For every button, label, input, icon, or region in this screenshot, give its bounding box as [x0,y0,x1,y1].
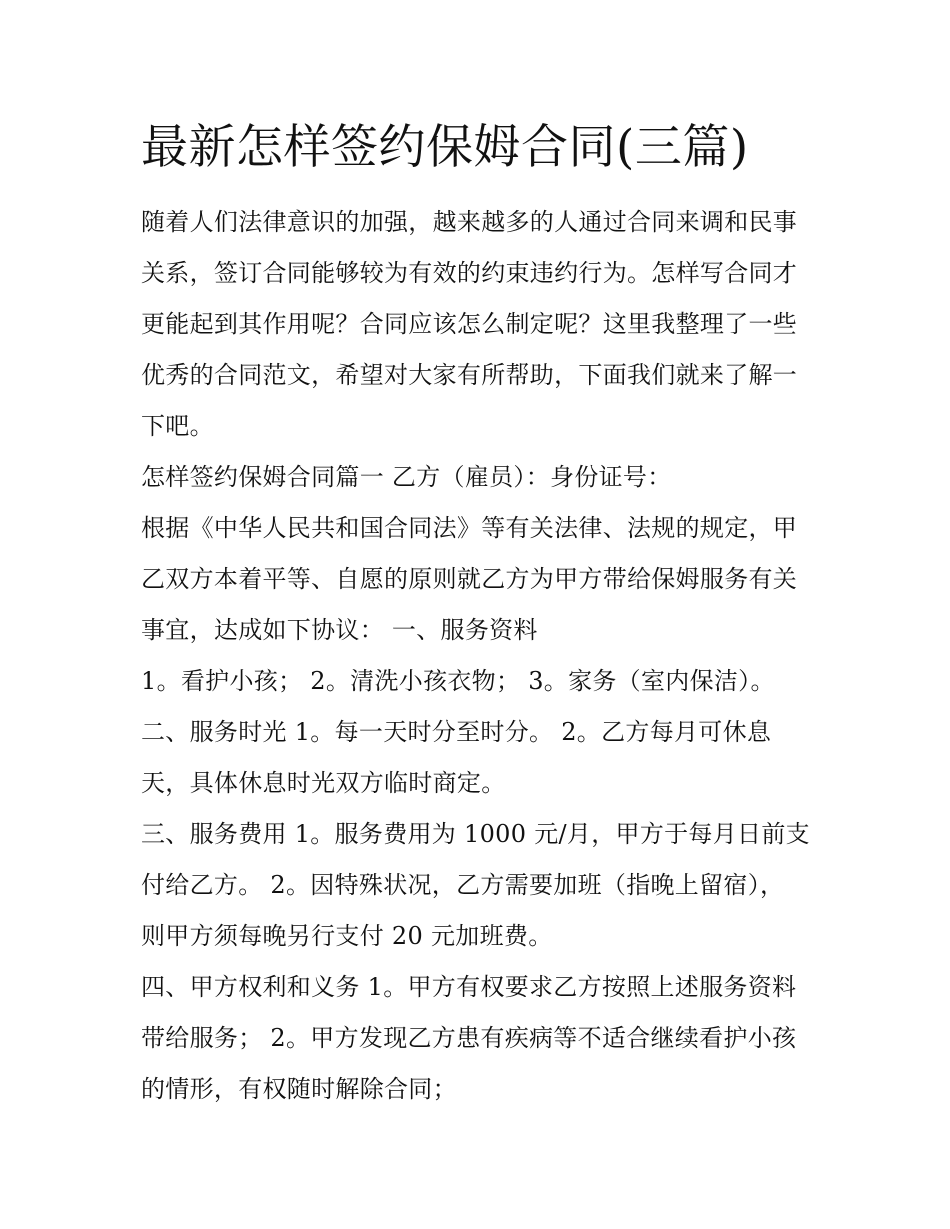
body-line: 事宜，达成如下协议： 一、服务资料 [141,616,538,644]
body-line: 二、服务时光 1。每一天时分至时分。 2。乙方每月可休息 [141,718,772,746]
body-line: 根据《中华人民共和国合同法》等有关法律、法规的规定，甲 [141,514,798,542]
section-heading-line: 怎样签约保姆合同篇一 乙方（雇员）：身份证号： [141,463,672,491]
document-title: 最新怎样签约保姆合同(三篇) [141,120,749,175]
body-line: 则甲方须每晚另行支付 20 元加班费。 [141,922,553,950]
body-line: 带给服务； 2。甲方发现乙方患有疾病等不适合继续看护小孩 [141,1024,797,1052]
body-line: 四、甲方权利和义务 1。甲方有权要求乙方按照上述服务资料 [141,973,797,1001]
body-line: 优秀的合同范文，希望对大家有所帮助，下面我们就来了解一 [141,361,798,389]
body-line: 关系，签订合同能够较为有效的约束违约行为。怎样写合同才 [141,259,798,287]
body-line: 付给乙方。 2。因特殊状况，乙方需要加班（指晚上留宿）， [141,871,785,899]
body-line: 的情形，有权随时解除合同； [141,1075,457,1103]
body-line: 三、服务费用 1。服务费用为 1000 元/月，甲方于每月日前支 [141,820,810,848]
body-line: 乙双方本着平等、自愿的原则就乙方为甲方带给保姆服务有关 [141,565,798,593]
body-line: 随着人们法律意识的加强，越来越多的人通过合同来调和民事 [141,208,798,236]
body-line: 下吧。 [141,412,214,440]
body-line: 天，具体休息时光双方临时商定。 [141,769,506,797]
body-line: 1。看护小孩； 2。清洗小孩衣物； 3。家务（室内保洁）。 [141,667,775,695]
body-line: 更能起到其作用呢？合同应该怎么制定呢？这里我整理了一些 [141,310,798,338]
